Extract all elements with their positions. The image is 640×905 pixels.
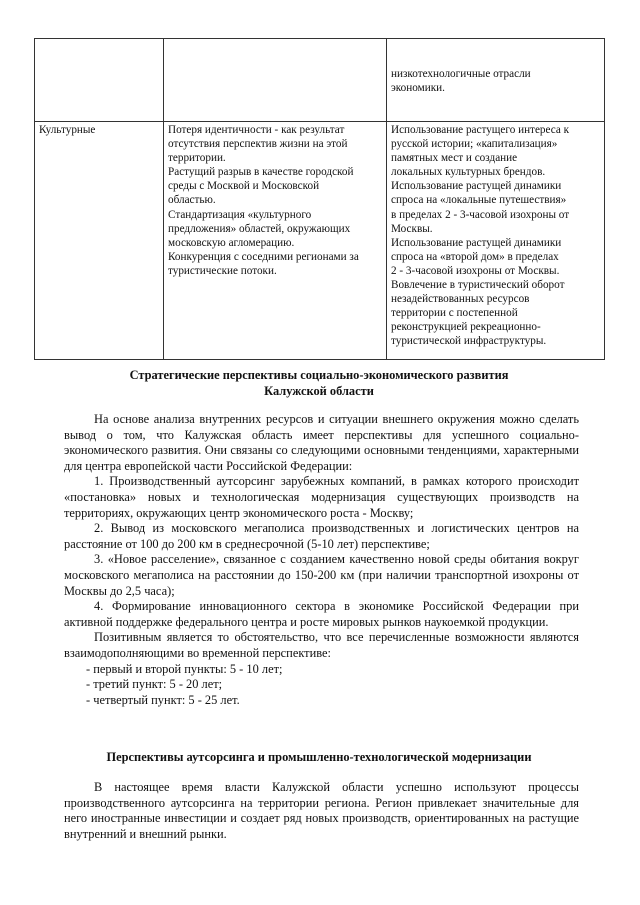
cell-text: Вовлечение в туристический оборот xyxy=(391,279,565,292)
cell-text: Потеря идентичности - как результат xyxy=(168,124,345,136)
heading-line: Калужской области xyxy=(264,383,374,398)
cell-text: Конкуренция с соседними регионами за xyxy=(168,250,359,263)
cell-text: Использование растущего интереса к xyxy=(391,124,570,136)
paragraph: В настоящее время власти Калужской области успешно используют процессы производственного аутсорсинга на территории региона. Регион привлекает значительные для него иностранные инвестиции и создает ряд новых производств, ориентированных на растущие внутренний и внешний рынки. xyxy=(64,780,579,841)
cell-text: Москвы. xyxy=(391,222,433,235)
cell-text: Стандартизация «культурного xyxy=(168,208,312,221)
cell-text: областью. xyxy=(168,194,216,207)
cell-text: русской истории; «капитализация» xyxy=(391,138,558,151)
cell-text: Использование растущей динамики xyxy=(391,236,562,249)
cell-text: памятных мест и создание xyxy=(391,152,518,165)
table-cell-category xyxy=(35,122,164,360)
section-heading xyxy=(34,750,604,766)
paragraph: Позитивным является то обстоятельство, что все перечисленные возможности являются взаимодополняющими во временной перспективе: xyxy=(64,630,579,660)
cell-text: локальных культурных брендов. xyxy=(391,166,546,179)
section-heading xyxy=(34,368,604,399)
cell-text: спроса на «второй дом» в пределах xyxy=(391,250,559,263)
cell-text: московскую агломерацию. xyxy=(168,236,295,249)
table-cell-threats xyxy=(164,122,387,360)
list-item: 2. Вывод из московского мегаполиса производственных и логистических центров на расстояние от 100 до 200 км в среднесрочной (5-10 лет) перспективе; xyxy=(64,521,579,551)
cell-text: в пределах 2 - 3-часовой изохроны от xyxy=(391,208,570,221)
list-item: 3. «Новое расселение», связанное с созданием качественно новой среды обитания вокруг московского мегаполиса на расстоянии до 150-200 км (при наличии транспортной изохроны от Москвы до 2,5 часа); xyxy=(64,552,579,598)
list-item: - четвертый пункт: 5 - 25 лет. xyxy=(86,692,240,707)
table-cell-opportunities xyxy=(387,122,605,360)
cell-text: Использование растущей динамики xyxy=(391,180,562,193)
section-body xyxy=(64,780,579,842)
paragraph: На основе анализа внутренних ресурсов и ситуации внешнего окружения можно сделать вывод о том, что Калужская область имеет перспективы для успешного социально-экономического развития. Они связаны со следующими основными тенденциями, характерными для центра европейской части Российской Федерации: xyxy=(64,412,579,473)
cell-text: экономики. xyxy=(391,82,445,95)
cell-text: незадействованных ресурсов xyxy=(391,293,530,306)
table-cell xyxy=(35,39,164,122)
section-body xyxy=(64,412,579,708)
table-row xyxy=(35,39,605,122)
cell-text: спроса на «локальные путешествия» xyxy=(391,194,567,207)
cell-text: низкотехнологичные отрасли xyxy=(391,68,531,80)
cell-text: среды с Москвой и Московской xyxy=(168,180,320,193)
category-label: Культурные xyxy=(39,124,96,136)
list-item: 1. Производственный аутсорсинг зарубежных компаний, в рамках которого происходит «постановка» новых и технологическая модернизация существующих производств на территориях, окружающих центр экономического роста - Москву; xyxy=(64,474,579,520)
heading-line: Стратегические перспективы социально-экономического развития xyxy=(129,368,509,382)
cell-text: территории. xyxy=(168,152,226,165)
cell-text: 2 - 3-часовой изохроны от Москвы. xyxy=(391,264,560,277)
list-item: 4. Формирование инновационного сектора в экономике Российской Федерации при активной поддержке федерального центра и росте мировых рынков наукоемкой продукции. xyxy=(64,599,579,629)
table-row xyxy=(35,122,605,360)
list-item: - третий пункт: 5 - 20 лет; xyxy=(86,677,223,692)
cell-text: территории с постепенной xyxy=(391,307,518,320)
cell-text: реконструкцией рекреационно- xyxy=(391,321,541,334)
cell-text: предложения» областей, окружающих xyxy=(168,222,351,235)
table-cell xyxy=(387,39,605,122)
swot-table xyxy=(34,38,605,360)
cell-text: туристической инфраструктуры. xyxy=(391,335,547,348)
heading-line: Перспективы аутсорсинга и промышленно-технологической модернизации xyxy=(106,750,532,764)
cell-text: туристические потоки. xyxy=(168,264,277,277)
cell-text: отсутствия перспектив жизни на этой xyxy=(168,138,348,151)
list-item: - первый и второй пункты: 5 - 10 лет; xyxy=(86,661,283,676)
cell-text: Растущий разрыв в качестве городской xyxy=(168,166,354,179)
table-cell xyxy=(164,39,387,122)
